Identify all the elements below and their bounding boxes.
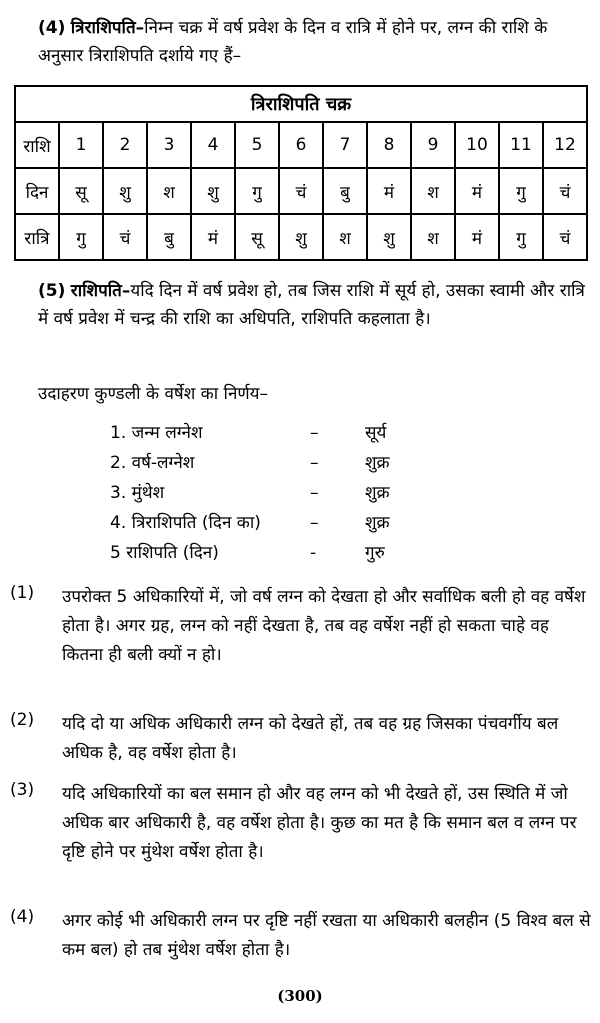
table-cell: 1 [59, 122, 103, 168]
rule-2-text: यदि दो या अधिक अधिकारी लग्न को देखते हों, तब वह ग्रह जिसका पंचवर्गीय बल अधिक है, वह वर्षेश होता है। [62, 714, 559, 763]
table-cell: चं [543, 214, 587, 260]
table-cell: बु [147, 214, 191, 260]
table-cell: सू [59, 168, 103, 214]
example-heading: उदाहरण कुण्डली के वर्षेश का निर्णय– [38, 384, 269, 404]
row-label: राशि [15, 122, 59, 168]
table-cell: 12 [543, 122, 587, 168]
page-number: (300) [277, 987, 323, 1005]
list-item [110, 538, 490, 568]
table-cell: 5 [235, 122, 279, 168]
item-label: 3. मुंथेश [110, 483, 165, 503]
item-dash: – [310, 453, 319, 473]
table-cell: मं [455, 214, 499, 260]
item-label: 2. वर्ष-लग्नेश [110, 453, 195, 473]
section-4-paragraph [38, 14, 586, 70]
rule-1-number: (1) [10, 583, 35, 603]
item-dash: – [310, 483, 319, 503]
rule-1-text: उपरोक्त 5 अधिकारियों में, जो वर्ष लग्न को देखता हो और सर्वाधिक बली हो वह वर्षेश होता है। अगर ग्रह, लग्न को नहीं देखता है, तब वह वर्षेश नहीं हो सकता चाहे वह कितना ही बली क्यों न हो। [62, 587, 586, 665]
item-value: सूर्य [365, 423, 387, 443]
rule-4-text: अगर कोई भी अधिकारी लग्न पर दृष्टि नहीं रखता या अधिकारी बलहीन (5 विश्व बल से कम बल) हो तब मुंथेश वर्षेश होता है। [62, 911, 591, 960]
table-cell: गु [59, 214, 103, 260]
item-label: 5 राशिपति (दिन) [110, 543, 219, 563]
table-row-rashi [15, 122, 587, 168]
example-list [110, 418, 490, 568]
table-cell: बु [323, 168, 367, 214]
table-cell: 9 [411, 122, 455, 168]
rule-3-text: यदि अधिकारियों का बल समान हो और वह लग्न को भी देखते हों, उस स्थिति में जो अधिक बार अधिकारी है, वह वर्षेश होता है। कुछ का मत है कि समान बल व लग्न पर दृष्टि होने पर मुंथेश वर्षेश होता है। [62, 784, 577, 862]
table-title: त्रिराशिपति चक्र [15, 86, 587, 122]
section-4-text: निम्न चक्र में वर्ष प्रवेश के दिन व रात्रि में होने पर, लग्न की राशि के अनुसार त्रिराशिपति दर्शाये गए हैं– [38, 18, 548, 66]
item-value: शुक्र [365, 483, 390, 503]
table-row-din [15, 168, 587, 214]
list-item [110, 478, 490, 508]
table-cell: शु [279, 214, 323, 260]
list-item [110, 418, 490, 448]
table-row-ratri [15, 214, 587, 260]
section-5-paragraph [38, 277, 586, 333]
item-value: शुक्र [365, 513, 390, 533]
section-4-title: त्रिराशिपति– [70, 18, 145, 38]
trirashipati-table [14, 85, 588, 261]
item-value: शुक्र [365, 453, 390, 473]
list-item [110, 508, 490, 538]
table-cell: सू [235, 214, 279, 260]
item-value: गुरु [365, 543, 385, 563]
table-cell: श [147, 168, 191, 214]
table-cell: श [411, 214, 455, 260]
table-cell: गु [499, 168, 543, 214]
item-dash: - [310, 543, 317, 563]
section-4-number: (4) [38, 18, 66, 38]
table-cell: 3 [147, 122, 191, 168]
table-cell: गु [235, 168, 279, 214]
rule-2-number: (2) [10, 710, 35, 730]
list-item [110, 448, 490, 478]
table-cell: शु [103, 168, 147, 214]
table-cell: चं [279, 168, 323, 214]
section-5-title: राशिपति– [70, 281, 131, 301]
row-label: दिन [15, 168, 59, 214]
table-cell: मं [455, 168, 499, 214]
item-dash: – [310, 423, 319, 443]
item-label: 1. जन्म लग्नेश [110, 423, 203, 443]
item-dash: – [310, 513, 319, 533]
rule-4-number: (4) [10, 907, 35, 927]
table-cell: 4 [191, 122, 235, 168]
table-cell: 10 [455, 122, 499, 168]
table-cell: मं [191, 214, 235, 260]
table-cell: मं [367, 168, 411, 214]
section-5-text: यदि दिन में वर्ष प्रवेश हो, तब जिस राशि में सूर्य हो, उसका स्वामी और रात्रि में वर्ष प्रवेश में चन्द्र की राशि का अधिपति, राशिपति कहलाता है। [38, 281, 585, 329]
table-cell: श [411, 168, 455, 214]
table-cell: 7 [323, 122, 367, 168]
rule-3-number: (3) [10, 780, 35, 800]
table-cell: शु [367, 214, 411, 260]
table-cell: चं [543, 168, 587, 214]
table-cell: शु [191, 168, 235, 214]
table-cell: चं [103, 214, 147, 260]
table-cell: 2 [103, 122, 147, 168]
section-5-number: (5) [38, 281, 66, 301]
table-cell: 11 [499, 122, 543, 168]
table-cell: 8 [367, 122, 411, 168]
table-cell: श [323, 214, 367, 260]
item-label: 4. त्रिराशिपति (दिन का) [110, 513, 261, 533]
row-label: रात्रि [15, 214, 59, 260]
table-cell: गु [499, 214, 543, 260]
table-cell: 6 [279, 122, 323, 168]
